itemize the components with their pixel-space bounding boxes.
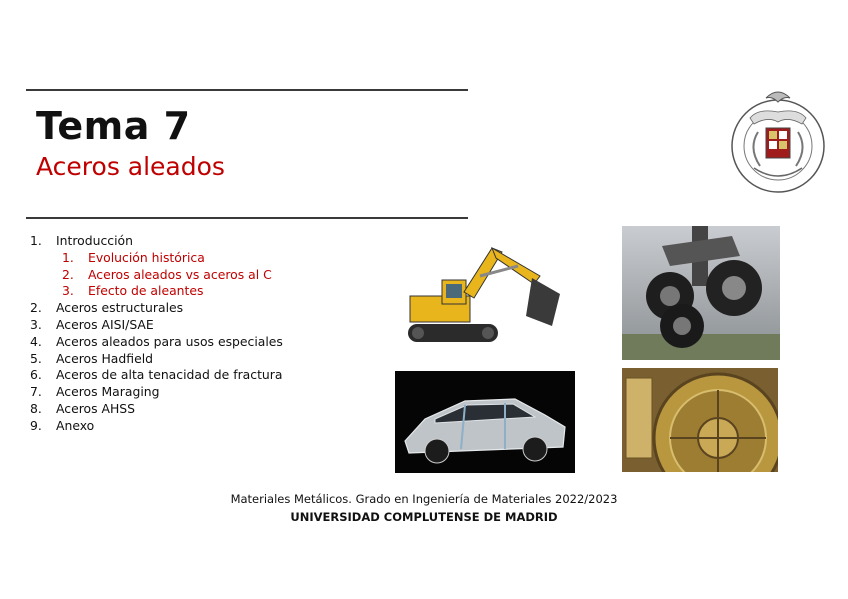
toc-item: 2. Aceros estructurales — [30, 300, 184, 316]
vault-door-photo — [622, 368, 778, 472]
toc-item: 8. Aceros AHSS — [30, 400, 136, 416]
footer-course: Materiales Metálicos. Grado en Ingeniería de Materiales 2022/2023 — [230, 492, 618, 506]
toc-item: 6. Aceros de alta tenacidad de fractura — [30, 367, 283, 383]
excavator-photo — [400, 236, 568, 354]
toc-item: 5. Aceros Hadfield — [30, 350, 154, 366]
table-of-contents — [30, 233, 283, 435]
toc-item: 9. Anexo — [30, 417, 95, 433]
bottom-rule — [26, 217, 468, 219]
university-seal — [728, 88, 828, 200]
page-title: Tema 7 — [36, 104, 191, 148]
toc-item: 3. Aceros AISI/SAE — [30, 316, 154, 332]
toc-item: 1. Introducción — [30, 233, 133, 248]
toc-item: 4. Aceros aleados para usos especiales — [30, 333, 283, 349]
toc-subitem: 1. Evolución histórica — [62, 249, 205, 265]
car-body-photo — [395, 371, 575, 473]
toc-subitem: 3. Efecto de aleantes — [62, 283, 204, 299]
top-rule — [26, 89, 468, 91]
page-subtitle: Aceros aleados — [36, 152, 225, 181]
landing-gear-photo — [622, 226, 780, 360]
toc-subitem: 2. Aceros aleados vs aceros al C — [62, 266, 272, 282]
footer-university: UNIVERSIDAD COMPLUTENSE DE MADRID — [290, 510, 558, 524]
toc-item: 7. Aceros Maraging — [30, 384, 160, 400]
